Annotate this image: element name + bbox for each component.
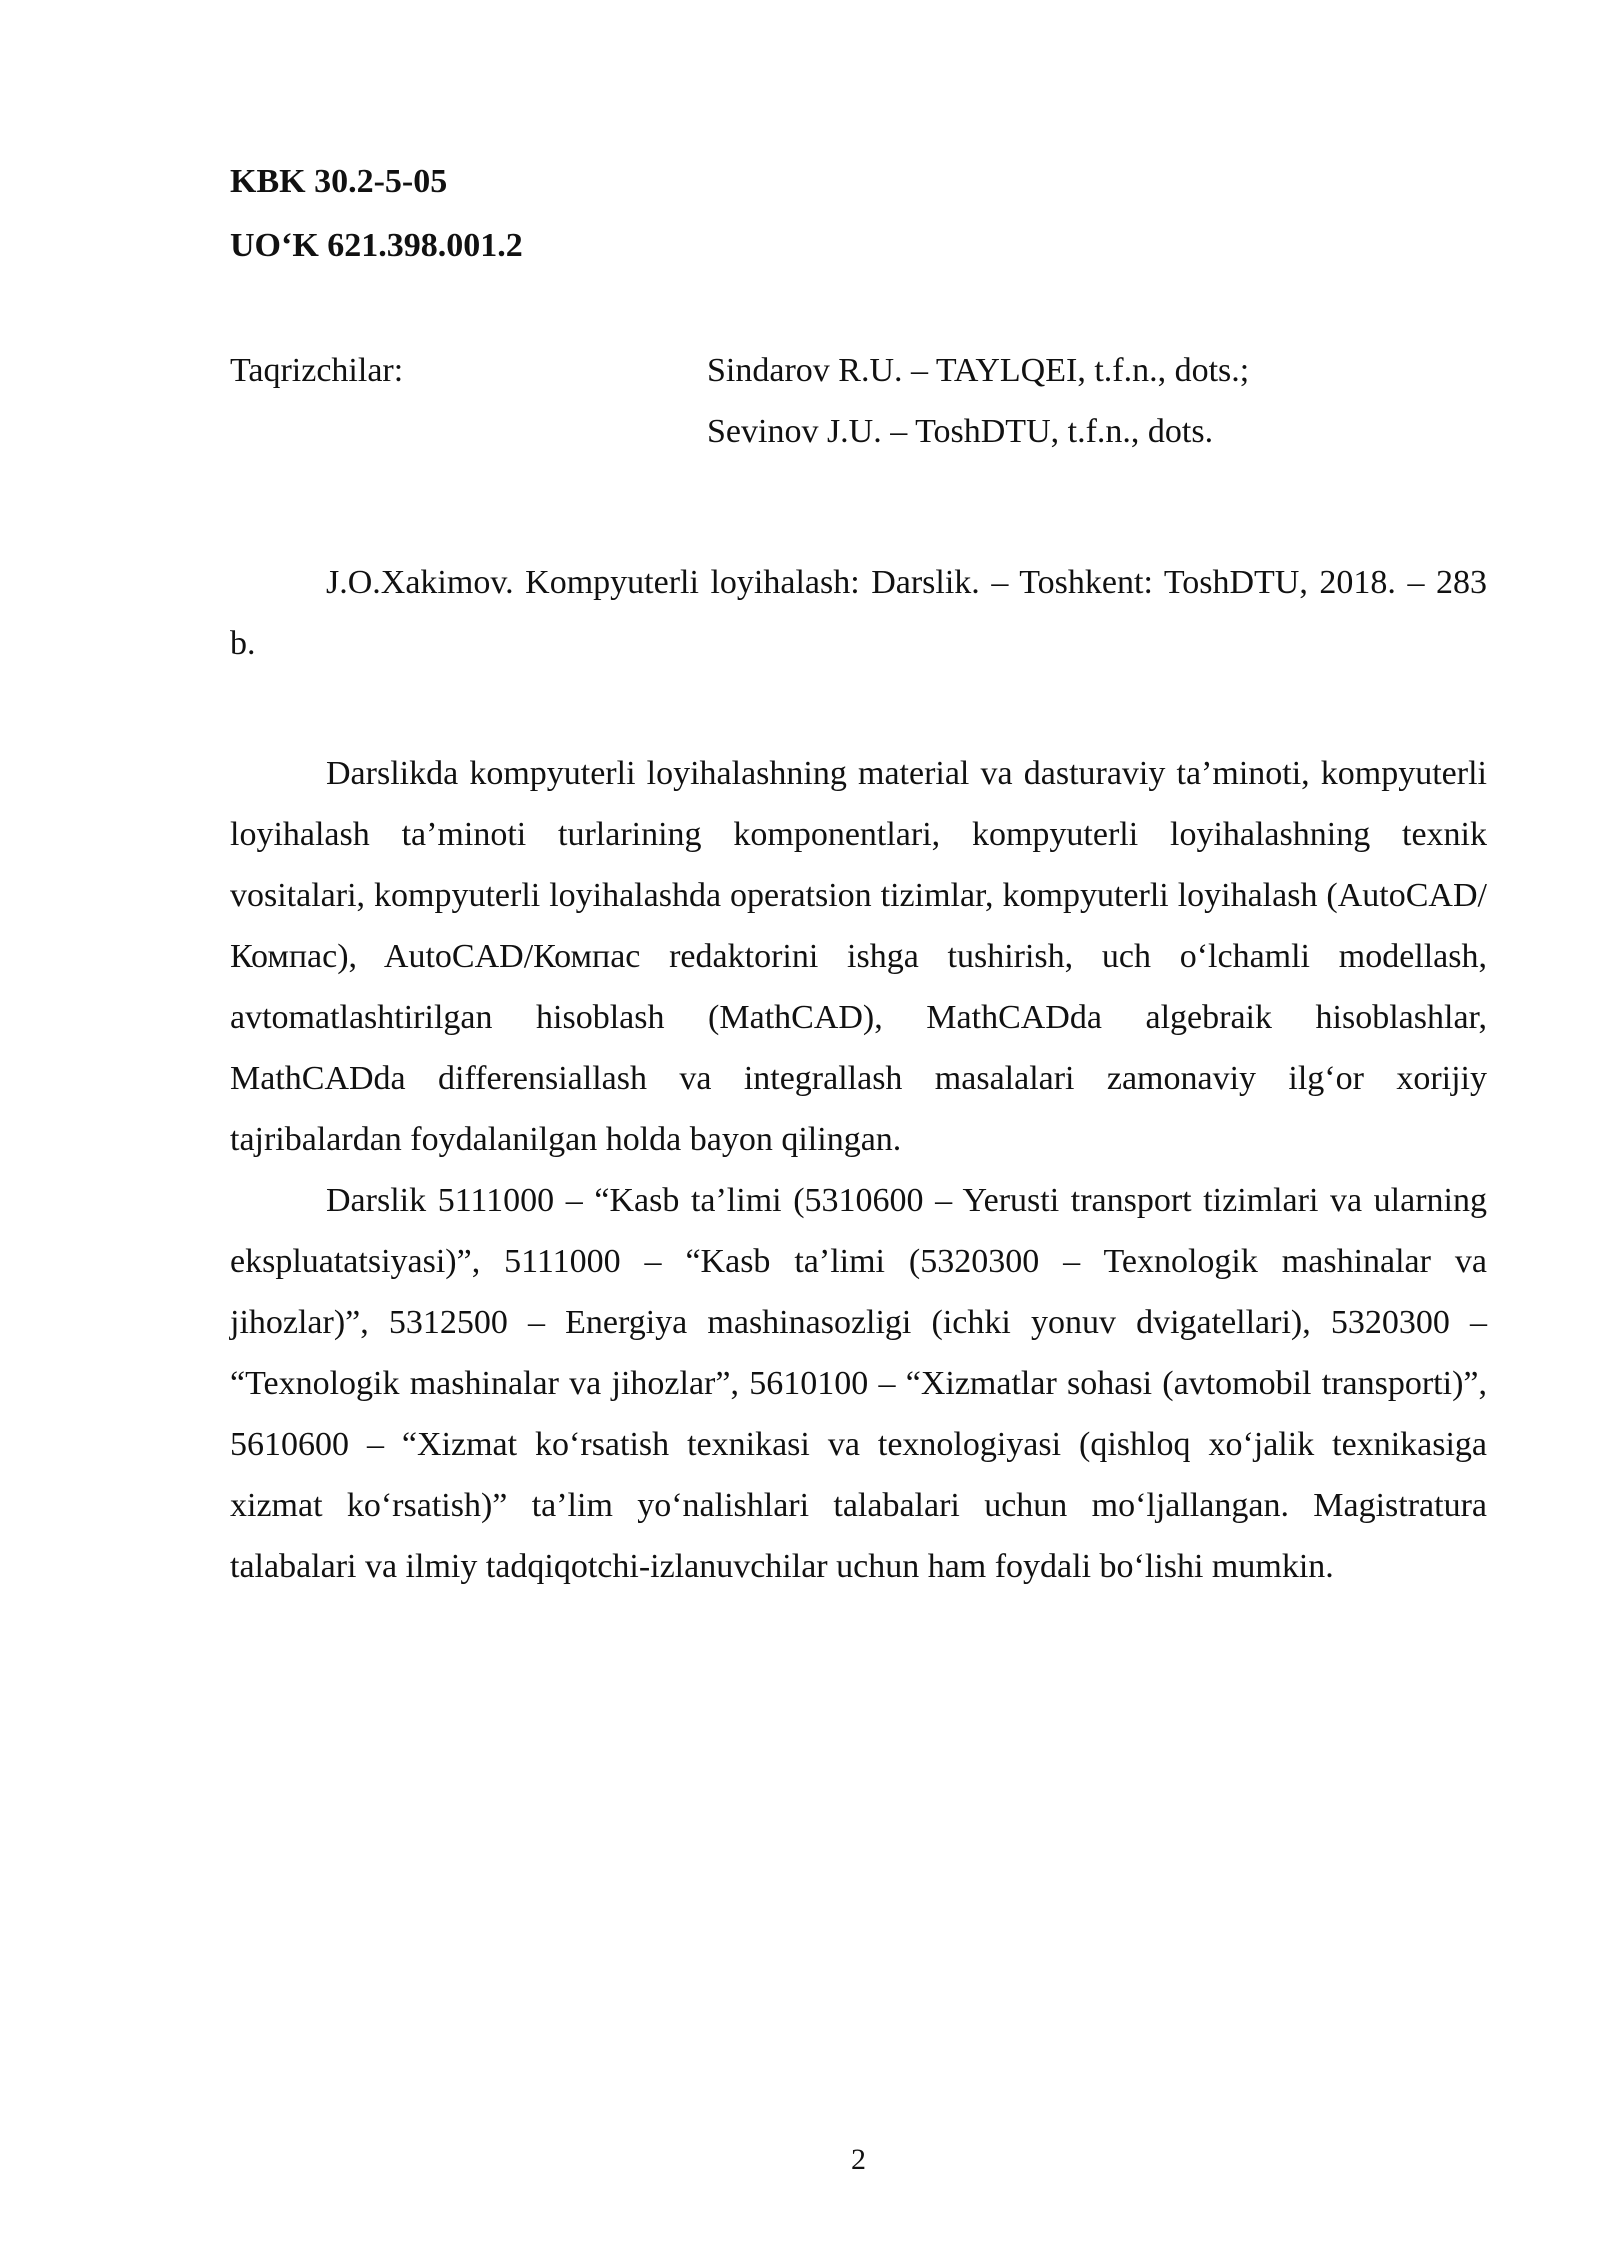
kbk-code: KBK 30.2-5-05 bbox=[230, 163, 448, 200]
reviewers-label: Taqrizchilar: bbox=[230, 352, 404, 389]
uok-code: UO‘K 621.398.001.2 bbox=[230, 227, 523, 264]
reviewer-item: Sindarov R.U. – TAYLQEI, t.f.n., dots.; bbox=[707, 352, 1250, 389]
classification-codes bbox=[230, 150, 523, 278]
document-page bbox=[230, 0, 1487, 2262]
reviewers-list bbox=[707, 340, 1249, 462]
annotation-paragraph: Darslik 5111000 – “Kasb ta’limi (5310600 – Yerusti transport tizimlari va ularning ekspluatatsiyasi)”, 5111000 – “Kasb ta’limi (5320300 – Texnologik mashinalar va jihozlar)”, 5312500 – Energiya mashinasozligi (ichki yonuv dvigatellari), 5320300 – “Texnologik mashinalar va jihozlar”, 5610100 – “Xizmatlar sohasi (avtomobil transporti)”, 5610600 – “Xizmat ko‘rsatish texnikasi va texnologiyasi (qishloq xo‘jalik texnikasiga xizmat ko‘rsatish)” ta’lim yo‘nalishlari talabalari uchun mo‘ljallangan. Magistratura talabalari va ilmiy tadqiqotchi-izlanuvchilar uchun ham foydali bo‘lishi mumkin. bbox=[230, 1182, 1487, 1585]
bibliographic-citation: J.O.Xakimov. Kompyuterli loyihalash: Darslik. – Toshkent: ToshDTU, 2018. – 283 b. bbox=[230, 564, 1487, 662]
annotation-paragraph: Darslikda kompyuterli loyihalashning material va dasturaviy ta’minoti, kompyuterli loyihalash ta’minoti turlarining komponentlari, kompyuterli loyihalashning texnik vositalari, kompyuterli loyihalashda operatsion tizimlar, kompyuterli loyihalash (AutoCAD/Компас), AutoCAD/Компас redaktorini ishga tushirish, uch o‘lchamli modellash, avtomatlashtirilgan hisoblash (MathCAD), MathCADda algebraik hisoblashlar, MathCADda differensiallash va integrallash masalalari zamonaviy ilg‘or xorijiy tajribalardan foydalanilgan holda bayon qilingan. bbox=[230, 755, 1487, 1158]
annotation bbox=[230, 743, 1487, 1597]
page-number: 2 bbox=[851, 2143, 866, 2176]
reviewer-item: Sevinov J.U. – ToshDTU, t.f.n., dots. bbox=[707, 413, 1214, 450]
